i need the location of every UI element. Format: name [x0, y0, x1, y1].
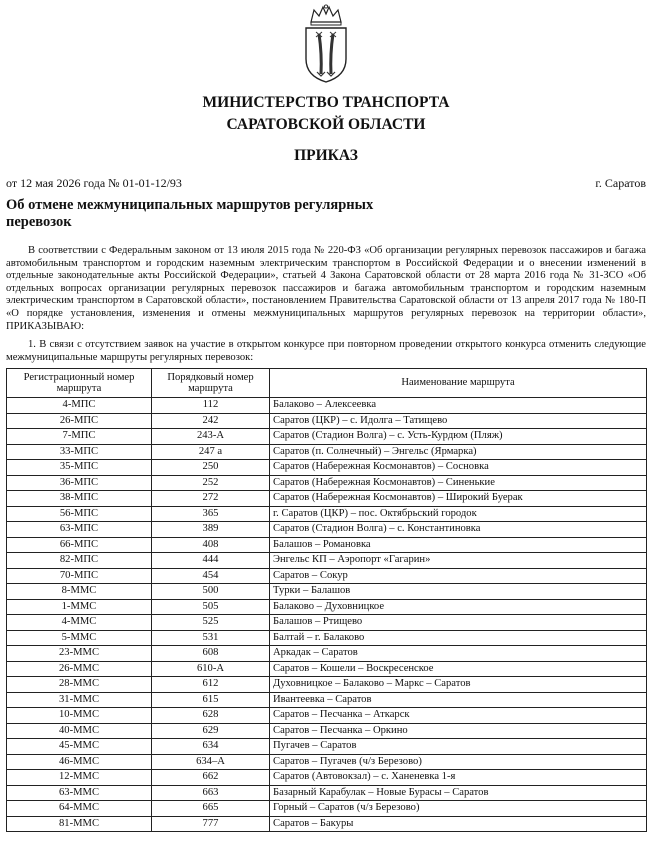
table-row — [7, 630, 647, 646]
route-order-number: 444 — [152, 553, 270, 569]
route-order-number: 389 — [152, 522, 270, 538]
route-reg-number: 12-ММС — [7, 770, 152, 786]
saratov-coat-of-arms-icon — [297, 4, 355, 84]
route-name: Балаково – Алексеевка — [270, 398, 647, 414]
table-row — [7, 661, 647, 677]
route-name: Пугачев – Саратов — [270, 739, 647, 755]
order-date-number: от 12 мая 2026 года № 01-01-12/93 — [6, 176, 182, 190]
doc-type-title: ПРИКАЗ — [294, 147, 358, 164]
route-name: Саратов (Стадион Волга) – с. Усть-Курдюм (Пляж) — [270, 429, 647, 445]
route-order-number: 500 — [152, 584, 270, 600]
route-name: Саратов (Набережная Космонавтов) – Сосновка — [270, 460, 647, 476]
route-order-number: 112 — [152, 398, 270, 414]
table-row — [7, 491, 647, 507]
table-row — [7, 677, 647, 693]
header-route-name: Наименование маршрута — [270, 369, 647, 398]
route-order-number: 272 — [152, 491, 270, 507]
route-name: Саратов – Кошели – Воскресенское — [270, 661, 647, 677]
route-reg-number: 56-МПС — [7, 506, 152, 522]
route-order-number: 252 — [152, 475, 270, 491]
dateline — [6, 176, 646, 190]
table-row — [7, 816, 647, 832]
route-reg-number: 26-МПС — [7, 413, 152, 429]
table-row — [7, 568, 647, 584]
table-row — [7, 754, 647, 770]
route-reg-number: 10-ММС — [7, 708, 152, 724]
route-order-number: 665 — [152, 801, 270, 817]
route-name: Саратов (п. Солнечный) – Энгельс (Ярмарка) — [270, 444, 647, 460]
ministry-title-line1: МИНИСТЕРСТВО ТРАНСПОРТА — [202, 94, 450, 111]
route-name: г. Саратов (ЦКР) – пос. Октябрьский городок — [270, 506, 647, 522]
route-name: Саратов (Стадион Волга) – с. Константиновка — [270, 522, 647, 538]
route-name: Саратов – Песчанка – Оркино — [270, 723, 647, 739]
route-reg-number: 36-МПС — [7, 475, 152, 491]
route-reg-number: 46-ММС — [7, 754, 152, 770]
route-name: Ивантеевка – Саратов — [270, 692, 647, 708]
route-reg-number: 8-ММС — [7, 584, 152, 600]
route-reg-number: 66-МПС — [7, 537, 152, 553]
route-reg-number: 35-МПС — [7, 460, 152, 476]
route-order-number: 629 — [152, 723, 270, 739]
route-reg-number: 26-ММС — [7, 661, 152, 677]
route-name: Саратов (Набережная Космонавтов) – Широкий Буерак — [270, 491, 647, 507]
table-row — [7, 460, 647, 476]
route-name: Саратов (ЦКР) – с. Идолга – Татищево — [270, 413, 647, 429]
route-reg-number: 63-МПС — [7, 522, 152, 538]
route-order-number: 505 — [152, 599, 270, 615]
route-reg-number: 4-ММС — [7, 615, 152, 631]
table-row — [7, 785, 647, 801]
route-order-number: 634–А — [152, 754, 270, 770]
clause-1-paragraph: 1. В связи с отсутствием заявок на участие в открытом конкурсе при повторном проведении открытого конкурса отменить следующие межмуниципальные маршруты регулярных перевозок: — [6, 339, 646, 363]
route-order-number: 615 — [152, 692, 270, 708]
table-row — [7, 708, 647, 724]
routes-table — [6, 368, 647, 832]
route-name: Балтай – г. Балаково — [270, 630, 647, 646]
table-row — [7, 522, 647, 538]
order-city: г. Саратов — [595, 176, 646, 190]
route-order-number: 365 — [152, 506, 270, 522]
route-order-number: 612 — [152, 677, 270, 693]
route-name: Горный – Саратов (ч/з Березово) — [270, 801, 647, 817]
header-reg-number: Регистрационный номер маршрута — [7, 369, 152, 398]
header-order-number: Порядковый номер маршрута — [152, 369, 270, 398]
route-reg-number: 81-ММС — [7, 816, 152, 832]
route-order-number: 610-А — [152, 661, 270, 677]
route-name: Балашов – Ртищево — [270, 615, 647, 631]
table-row — [7, 801, 647, 817]
route-order-number: 663 — [152, 785, 270, 801]
table-row — [7, 739, 647, 755]
route-reg-number: 7-МПС — [7, 429, 152, 445]
ministry-title-line2: САРАТОВСКОЙ ОБЛАСТИ — [226, 116, 426, 133]
route-reg-number: 64-ММС — [7, 801, 152, 817]
route-reg-number: 31-ММС — [7, 692, 152, 708]
route-order-number: 242 — [152, 413, 270, 429]
route-name: Балаково – Духовницкое — [270, 599, 647, 615]
route-name: Саратов – Сокур — [270, 568, 647, 584]
route-reg-number: 70-МПС — [7, 568, 152, 584]
table-row — [7, 398, 647, 414]
table-row — [7, 723, 647, 739]
table-row — [7, 475, 647, 491]
table-row — [7, 599, 647, 615]
route-name: Базарный Карабулак – Новые Бурасы – Саратов — [270, 785, 647, 801]
route-name: Саратов – Пугачев (ч/з Березово) — [270, 754, 647, 770]
route-name: Турки – Балашов — [270, 584, 647, 600]
route-order-number: 247 а — [152, 444, 270, 460]
route-reg-number: 23-ММС — [7, 646, 152, 662]
route-order-number: 777 — [152, 816, 270, 832]
route-order-number: 628 — [152, 708, 270, 724]
routes-table-header — [7, 369, 647, 398]
route-name: Саратов – Песчанка – Аткарск — [270, 708, 647, 724]
route-name: Балашов – Романовка — [270, 537, 647, 553]
ministry-title — [0, 92, 652, 136]
preamble-paragraph: В соответствии с Федеральным законом от 13 июля 2015 года № 220-ФЗ «Об организации регулярных перевозок пассажиров и багажа автомобильным транспортом и городским наземным электрическим транспортом в Российской Федерации и о внесении изменений в отдельные законодательные акты Российской Федерации», статьей 4 Закона Саратовской области от 28 марта 2016 года № 31-ЗСО «Об отдельных вопросах организации регулярных перевозок пассажиров и багажа автомобильным транспортом и городским наземным электрическим транспортом в Саратовской области», постановлением Правительства Саратовской области от 13 апреля 2017 года № 180-П «О порядке установления, изменения и отмены межмуниципальных маршрутов регулярных перевозок на территории области», ПРИКАЗЫВАЮ: — [6, 245, 646, 332]
route-reg-number: 45-ММС — [7, 739, 152, 755]
route-name: Аркадак – Саратов — [270, 646, 647, 662]
route-name: Саратов – Бакуры — [270, 816, 647, 832]
route-reg-number: 1-ММС — [7, 599, 152, 615]
table-row — [7, 506, 647, 522]
route-reg-number: 40-ММС — [7, 723, 152, 739]
table-row — [7, 429, 647, 445]
routes-table-header-row — [7, 369, 647, 398]
table-row — [7, 646, 647, 662]
route-order-number: 250 — [152, 460, 270, 476]
route-reg-number: 33-МПС — [7, 444, 152, 460]
route-name: Саратов (Автовокзал) – с. Ханеневка 1-я — [270, 770, 647, 786]
table-row — [7, 444, 647, 460]
table-row — [7, 537, 647, 553]
route-order-number: 525 — [152, 615, 270, 631]
table-row — [7, 615, 647, 631]
route-name: Саратов (Набережная Космонавтов) – Синенькие — [270, 475, 647, 491]
route-reg-number: 82-МПС — [7, 553, 152, 569]
table-row — [7, 692, 647, 708]
route-order-number: 531 — [152, 630, 270, 646]
route-order-number: 662 — [152, 770, 270, 786]
route-reg-number: 63-ММС — [7, 785, 152, 801]
route-order-number: 454 — [152, 568, 270, 584]
table-row — [7, 770, 647, 786]
table-row — [7, 413, 647, 429]
table-row — [7, 584, 647, 600]
route-order-number: 408 — [152, 537, 270, 553]
route-reg-number: 38-МПС — [7, 491, 152, 507]
order-subject: Об отмене межмуниципальных маршрутов регулярных перевозок — [6, 197, 374, 230]
table-row — [7, 553, 647, 569]
route-reg-number: 28-ММС — [7, 677, 152, 693]
routes-table-body — [7, 398, 647, 832]
route-order-number: 634 — [152, 739, 270, 755]
route-name: Энгельс КП – Аэропорт «Гагарин» — [270, 553, 647, 569]
route-name: Духовницкое – Балаково – Маркс – Саратов — [270, 677, 647, 693]
route-order-number: 608 — [152, 646, 270, 662]
route-reg-number: 5-ММС — [7, 630, 152, 646]
route-reg-number: 4-МПС — [7, 398, 152, 414]
route-order-number: 243-А — [152, 429, 270, 445]
